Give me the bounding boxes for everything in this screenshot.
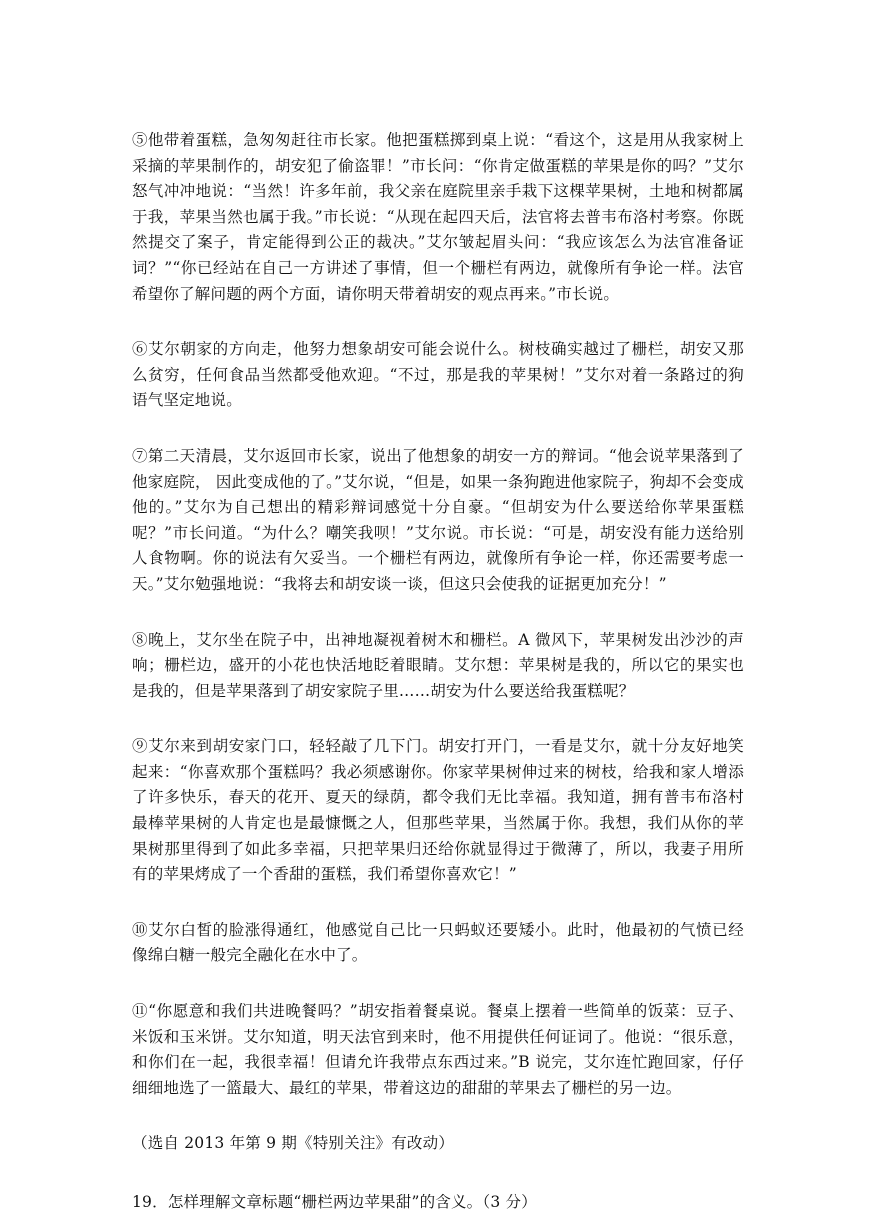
paragraph-5: ⑤他带着蛋糕，急匆匆赶往市长家。他把蛋糕掷到桌上说：“看这个，这是用从我家树上采摘的苹果制作的，胡安犯了偷盗罪！”市长问：“你肯定做蛋糕的苹果是你的吗？”艾尔怒气冲冲地说：“当然！许多年前，我父亲在庭院里亲手栽下这棵苹果树，土地和树都属于我，苹果当然也属于我。”市长说：“从现在起四天后，法官将去普韦布洛村考察。你既然提交了案子，肯定能得到公正的裁决。”艾尔皱起眉头问：“我应该怎么为法官准备证词？”“你已经站在自己一方讲述了事情，但一个栅栏有两边，就像所有争论一样。法官希望你了解问题的两个方面，请你明天带着胡安的观点再来。”市长说。 [132, 131, 744, 303]
paragraph-10: ⑩艾尔白皙的脸涨得通红，他感觉自己比一只蚂蚁还要矮小。此时，他最初的气愤已经像绵白糖一般完全融化在水中了。 [132, 920, 744, 965]
question-19: 19．怎样理解文章标题“栅栏两边苹果甜”的含义。（3 分） [132, 1193, 537, 1211]
article-body [132, 128, 744, 1216]
paragraph-9: ⑨艾尔来到胡安家门口，轻轻敲了几下门。胡安打开门，一看是艾尔，就十分友好地笑起来：“你喜欢那个蛋糕吗？我必须感谢你。你家苹果树伸过来的树枝，给我和家人增添了许多快乐，春天的花开、夏天的绿荫，都令我们无比幸福。我知道，拥有普韦布洛村最棒苹果树的人肯定也是最慷慨之人，但那些苹果，当然属于你。我想，我们从你的苹果树那里得到了如此多幸福，只把苹果归还给你就显得过于微薄了，所以，我妻子用所有的苹果烤成了一个香甜的蛋糕，我们希望你喜欢它！” [132, 737, 744, 884]
paragraph-8: ⑧晚上，艾尔坐在院子中，出神地凝视着树木和栅栏。A 微风下，苹果树发出沙沙的声响；栅栏边，盛开的小花也快活地眨着眼睛。艾尔想：苹果树是我的，所以它的果实也是我的，但是苹果落到了胡安家院子里……胡安为什么要送给我蛋糕呢？ [132, 630, 744, 700]
source-note: （选自 2013 年第 9 期《特别关注》有改动） [132, 1134, 455, 1153]
paragraph-11: ⑪“你愿意和我们共进晚餐吗？”胡安指着餐桌说。餐桌上摆着一些简单的饭菜：豆子、米饭和玉米饼。艾尔知道，明天法官到来时，他不用提供任何证词了。他说：“很乐意，和你们在一起，我很幸福！但请允许我带点东西过来。”B 说完，艾尔连忙跑回家，仔仔细细地选了一篮最大、最红的苹果，带着这边的甜甜的苹果去了栅栏的另一边。 [132, 1002, 744, 1097]
paragraph-7: ⑦第二天清晨，艾尔返回市长家，说出了他想象的胡安一方的辩词。“他会说苹果落到了他家庭院， 因此变成他的了。”艾尔说，“但是，如果一条狗跑进他家院子，狗却不会变成他的。”艾尔为自己想出的精彩辩词感觉十分自豪。“但胡安为什么要送给你苹果蛋糕呢？”市长问道。“为什么？嘲笑我呗！”艾尔说。市长说：“可是，胡安没有能力送给别人食物啊。你的说法有欠妥当。一个栅栏有两边，就像所有争论一样，你还需要考虑一天。”艾尔勉强地说：“我将去和胡安谈一谈，但这只会使我的证据更加充分！” [132, 446, 744, 593]
paragraph-6: ⑥艾尔朝家的方向走，他努力想象胡安可能会说什么。树枝确实越过了栅栏，胡安又那么贫穷，任何食品当然都受他欢迎。“不过，那是我的苹果树！”艾尔对着一条路过的狗语气坚定地说。 [132, 340, 744, 410]
